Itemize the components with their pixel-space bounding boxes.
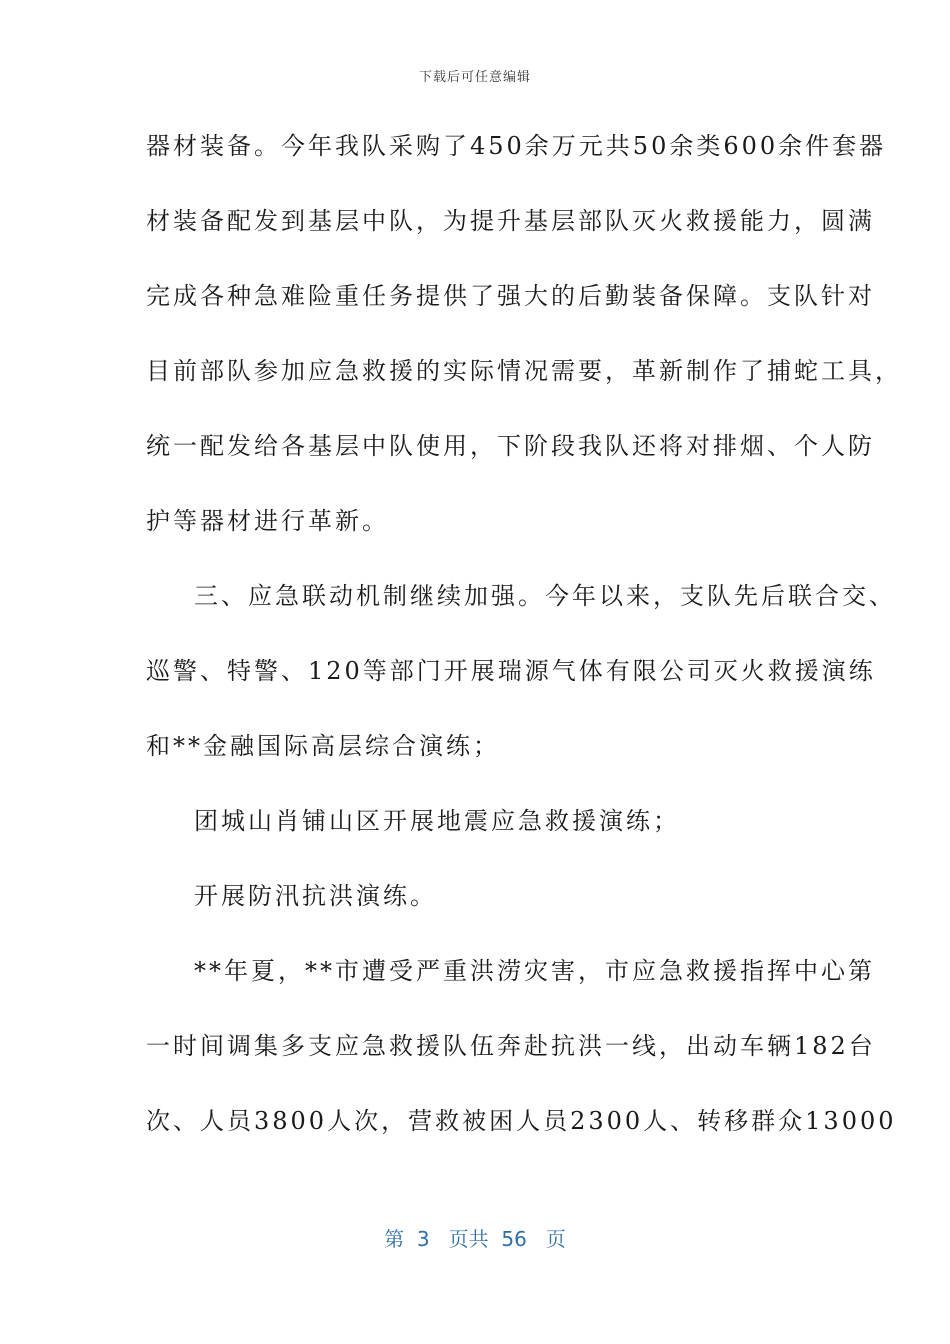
text-line: **年夏，**市遭受严重洪涝灾害，市应急救援指挥中心第 <box>194 957 875 985</box>
text-line: 材装备配发到基层中队，为提升基层部队灭火救援能力，圆满 <box>146 207 875 235</box>
text-line: 统一配发给各基层中队使用，下阶段我队还将对排烟、个人防 <box>146 432 875 460</box>
text-line: 巡警、特警、120等部门开展瑞源气体有限公司灭火救援演练 <box>146 657 876 685</box>
text-line: 完成各种急难险重任务提供了强大的后勤装备保障。支队针对 <box>146 282 875 310</box>
text-line: 和**金融国际高层综合演练； <box>146 732 500 760</box>
header-note: 下载后可任意编辑 <box>418 70 531 85</box>
page-number-footer: 第 3 页共 56 页 <box>384 1227 566 1251</box>
text-line: 器材装备。今年我队采购了450余万元共50余类600余件套器 <box>146 132 887 160</box>
text-line: 三、应急联动机制继续加强。今年以来，支队先后联合交、 <box>194 582 896 610</box>
text-line: 护等器材进行革新。 <box>146 507 389 535</box>
text-line: 团城山肖铺山区开展地震应急救援演练； <box>194 807 680 835</box>
text-line: 目前部队参加应急救援的实际情况需要，革新制作了捕蛇工具， <box>146 357 902 385</box>
text-line: 一时间调集多支应急救援队伍奔赴抗洪一线，出动车辆182台 <box>146 1032 876 1060</box>
text-line: 次、人员3800人次，营救被困人员2300人、转移群众13000 <box>146 1107 897 1135</box>
document-body <box>146 118 902 1168</box>
text-line: 开展防汛抗洪演练。 <box>194 882 437 910</box>
